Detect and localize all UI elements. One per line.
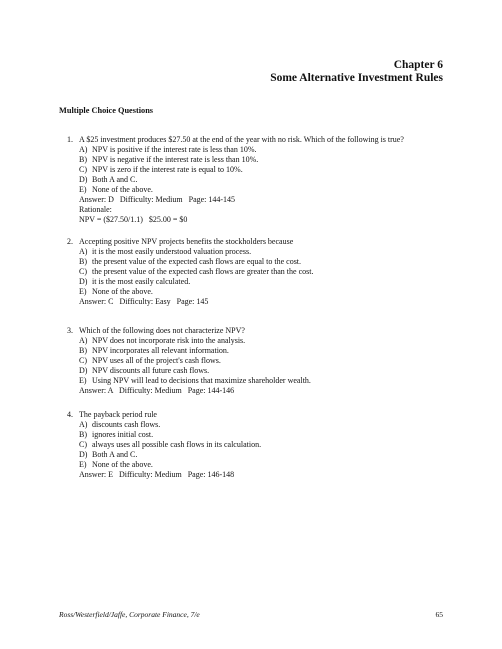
option-text: the present value of the expected cash flows are equal to the cost. [92,257,302,266]
answer-line: Answer: C Difficulty: Easy Page: 145 [79,297,209,306]
option-letter: C) [79,267,87,276]
option-text: NPV uses all of the project's cash flows. [92,356,221,365]
option [79,376,454,386]
option-letter: B) [79,155,87,164]
option [79,356,454,366]
section-heading: Multiple Choice Questions [59,106,154,115]
option [79,346,454,356]
option-text: None of the above. [92,185,153,194]
question-stem: The payback period rule [79,410,157,419]
option-letter: C) [79,440,87,449]
option [79,420,454,430]
option-text: it is the most easily understood valuation process. [92,247,252,256]
option [79,257,454,267]
option-letter: D) [79,366,88,375]
page-number: 65 [435,610,443,619]
question-stem: Accepting positive NPV projects benefits the stockholders because [79,237,294,246]
option [79,155,454,165]
footer-source: Ross/Westerfield/Jaffe, Corporate Finance, 7/e [59,610,200,619]
option-text: None of the above. [92,287,153,296]
option-letter: D) [79,175,88,184]
option [79,460,454,470]
answer-line: Answer: E Difficulty: Medium Page: 146-148 [79,470,235,479]
option-letter: C) [79,356,87,365]
question-number: 2. [67,237,73,246]
answer-line: Answer: A Difficulty: Medium Page: 144-146 [79,386,235,395]
option-letter: A) [79,247,88,256]
question-stem: Which of the following does not characterize NPV? [79,326,245,335]
option-text: ignores initial cost. [92,430,154,439]
question-1 [59,135,454,225]
option-letter: E) [79,287,87,296]
option-letter: B) [79,430,87,439]
option-text: Both A and C. [92,175,138,184]
option-letter: A) [79,145,88,154]
chapter-title: Some Alternative Investment Rules [270,72,443,84]
option-text: discounts cash flows. [92,420,161,429]
option [79,366,454,376]
option [79,336,454,346]
option [79,287,454,297]
answer-line: Answer: D Difficulty: Medium Page: 144-145 [79,195,236,204]
question-stem: A $25 investment produces $27.50 at the end of the year with no risk. Which of the following is true? [79,135,404,144]
option-letter: E) [79,376,87,385]
question-number: 1. [67,135,73,144]
question-2 [59,237,454,307]
option-text: the present value of the expected cash flows are greater than the cost. [92,267,314,276]
option [79,175,454,185]
option [79,165,454,175]
option-text: NPV discounts all future cash flows. [92,366,210,375]
question-4 [59,410,454,480]
question-3 [59,326,454,396]
chapter-number: Chapter 6 [393,59,443,71]
option-text: it is the most easily calculated. [92,277,191,286]
option-text: Both A and C. [92,450,138,459]
option-letter: E) [79,185,87,194]
option-text: always uses all possible cash flows in its calculation. [92,440,262,449]
option-text: NPV is positive if the interest rate is less than 10%. [92,145,257,154]
question-number: 3. [67,326,73,335]
option-text: NPV is zero if the interest rate is equal to 10%. [92,165,243,174]
option [79,450,454,460]
option [79,440,454,450]
option-letter: D) [79,277,88,286]
option-letter: A) [79,336,88,345]
option-letter: A) [79,420,88,429]
rationale-label: Rationale: [79,205,112,214]
option-text: NPV incorporates all relevant information. [92,346,229,355]
option [79,277,454,287]
option [79,430,454,440]
option-letter: E) [79,460,87,469]
rationale-text: NPV = ($27.50/1.1) $25.00 = $0 [79,215,188,224]
option [79,145,454,155]
option-text: None of the above. [92,460,153,469]
option-text: NPV does not incorporate risk into the analysis. [92,336,246,345]
option-letter: C) [79,165,87,174]
option-letter: B) [79,346,87,355]
option [79,247,454,257]
option [79,267,454,277]
option-text: NPV is negative if the interest rate is less than 10%. [92,155,259,164]
option [79,185,454,195]
option-letter: B) [79,257,87,266]
option-text: Using NPV will lead to decisions that maximize shareholder wealth. [92,376,311,385]
option-letter: D) [79,450,88,459]
question-number: 4. [67,410,73,419]
